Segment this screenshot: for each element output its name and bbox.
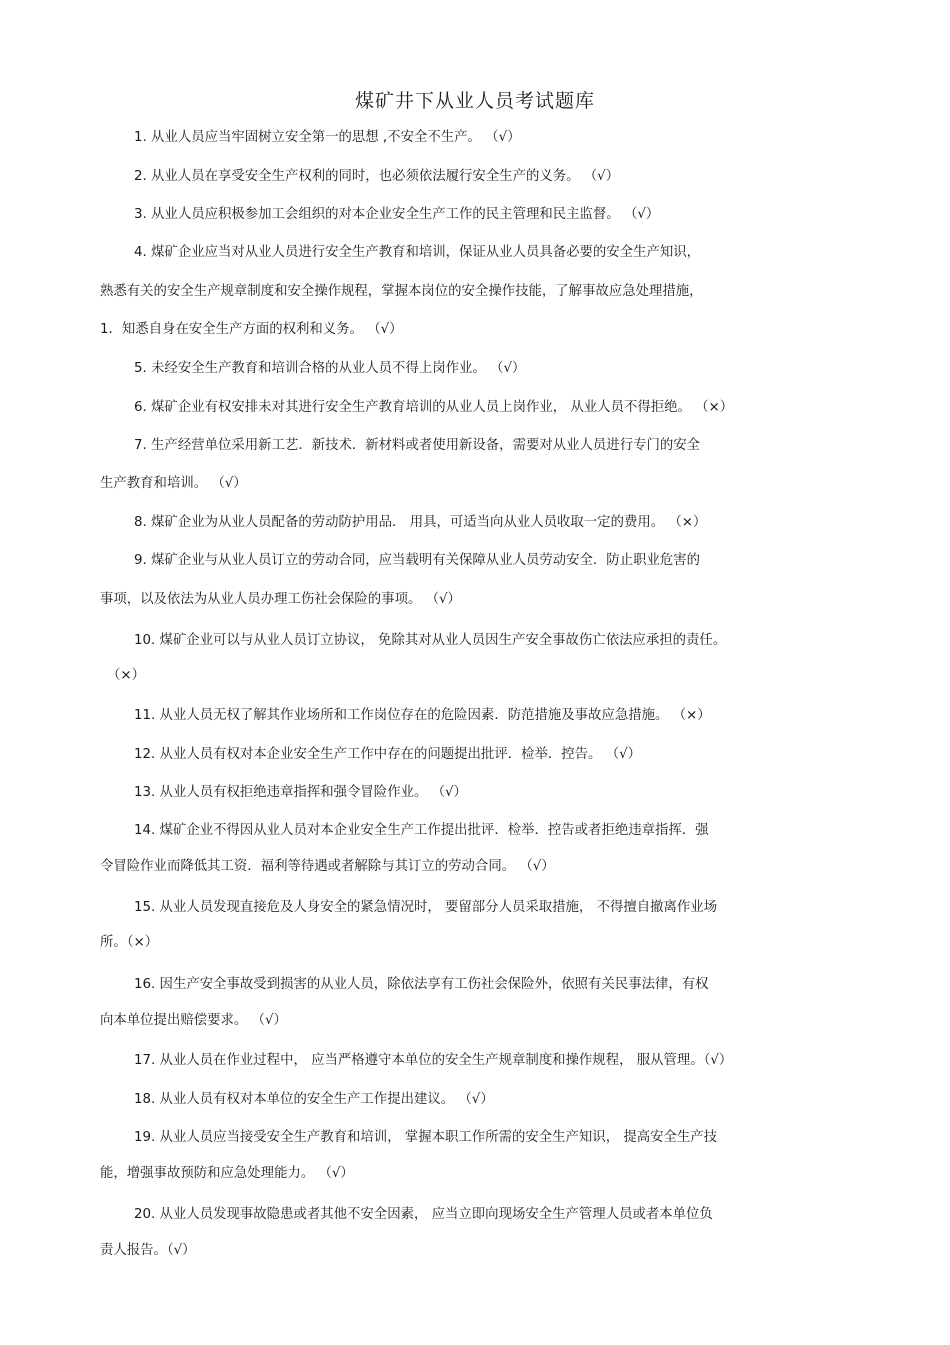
- question-15-line-2: 所。（×）: [100, 935, 159, 950]
- question-4-line-2: 熟悉有关的安全生产规章制度和安全操作规程，掌握本岗位的安全操作技能，了解事故应急处理措施，: [100, 284, 703, 299]
- question-15-line-1: 15. 从业人员发现直接危及人身安全的紧急情况时， 要留部分人员采取措施， 不得擅自撤离作业场: [134, 900, 718, 915]
- question-12: 12. 从业人员有权对本企业安全生产工作中存在的问题提出批评．检举．控告。 （√）: [134, 747, 642, 762]
- question-20-line-2: 责人报告。（√）: [100, 1243, 196, 1258]
- question-6: 6. 煤矿企业有权安排未对其进行安全生产教育培训的从业人员上岗作业， 从业人员不得拒绝。 （×）: [134, 400, 734, 415]
- question-1: 1. 从业人员应当牢固树立安全第一的思想 ,不安全不生产。 （√）: [134, 130, 521, 145]
- question-10-line-1: 10. 煤矿企业可以与从业人员订立协议， 免除其对从业人员因生产安全事故伤亡依法应承担的责任。: [134, 633, 727, 648]
- question-18: 18. 从业人员有权对本单位的安全生产工作提出建议。 （√）: [134, 1092, 494, 1107]
- question-7-line-2: 生产教育和培训。 （√）: [100, 476, 247, 491]
- question-3: 3. 从业人员应积极参加工会组织的对本企业安全生产工作的民主管理和民主监督。 （√）: [134, 207, 660, 222]
- question-2: 2. 从业人员在享受安全生产权利的同时，也必须依法履行安全生产的义务。 （√）: [134, 169, 620, 184]
- question-4-line-1: 4. 煤矿企业应当对从业人员进行安全生产教育和培训，保证从业人员具备必要的安全生产知识，: [134, 245, 701, 260]
- question-11: 11. 从业人员无权了解其作业场所和工作岗位存在的危险因素．防范措施及事故应急措施。 （×）: [134, 708, 711, 723]
- question-20-line-1: 20. 从业人员发现事故隐患或者其他不安全因素， 应当立即向现场安全生产管理人员或者本单位负: [134, 1207, 713, 1222]
- question-10-line-2: （×）: [107, 668, 146, 683]
- question-5: 5. 未经安全生产教育和培训合格的从业人员不得上岗作业。 （√）: [134, 361, 526, 376]
- question-16-line-1: 16. 因生产安全事故受到损害的从业人员，除依法享有工伤社会保险外，依照有关民事法律，有权: [134, 977, 709, 992]
- question-16-line-2: 向本单位提出赔偿要求。 （√）: [100, 1013, 287, 1028]
- question-8: 8. 煤矿企业为从业人员配备的劳动防护用品． 用具，可适当向从业人员收取一定的费用。 （×）: [134, 515, 707, 530]
- question-14-line-1: 14. 煤矿企业不得因从业人员对本企业安全生产工作提出批评．检举．控告或者拒绝违章指挥．强: [134, 823, 709, 838]
- question-4-line-3: 1．知悉自身在安全生产方面的权利和义务。 （√）: [100, 322, 403, 337]
- question-19-line-2: 能，增强事故预防和应急处理能力。 （√）: [100, 1166, 354, 1181]
- page-title: 煤矿井下从业人员考试题库: [354, 90, 595, 112]
- question-13: 13. 从业人员有权拒绝违章指挥和强令冒险作业。 （√）: [134, 785, 467, 800]
- question-19-line-1: 19. 从业人员应当接受安全生产教育和培训， 掌握本职工作所需的安全生产知识， 提高安全生产技: [134, 1130, 718, 1145]
- question-17: 17. 从业人员在作业过程中， 应当严格遵守本单位的安全生产规章制度和操作规程， 服从管理。（√）: [134, 1053, 733, 1068]
- question-9-line-2: 事项，以及依法为从业人员办理工伤社会保险的事项。 （√）: [100, 592, 461, 607]
- question-9-line-1: 9. 煤矿企业与从业人员订立的劳动合同，应当载明有关保障从业人员劳动安全．防止职业危害的: [134, 553, 701, 568]
- question-14-line-2: 令冒险作业而降低其工资．福利等待遇或者解除与其订立的劳动合同。 （√）: [100, 859, 555, 874]
- question-7-line-1: 7. 生产经营单位采用新工艺．新技术．新材料或者使用新设备，需要对从业人员进行专门的安全: [134, 438, 701, 453]
